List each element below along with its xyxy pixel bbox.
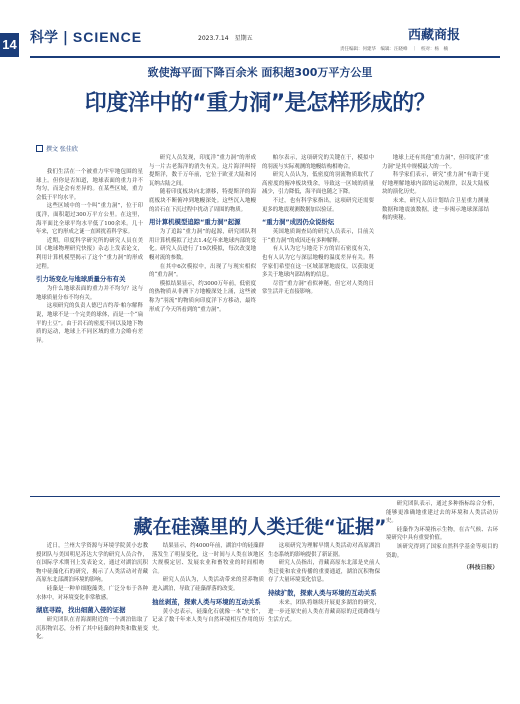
section-subhead: 引力场变化与地球质量分布有关 bbox=[36, 275, 126, 284]
paragraph: 模拟结果显示，约3000万年前，低密度的热物质从非洲下方地幔深处上涌，这些被称为“羽流”的物质向印度洋下方移动，最终形成了今天所看到的“重力洞”。 bbox=[149, 280, 256, 313]
paragraph: 研究人员发现，印度洋“重力洞”的形成与一片古老海洋的消失有关。这片海洋叫特提斯洋，数千万年前，它位于欧亚大陆和冈瓦纳古陆之间。 bbox=[149, 155, 256, 187]
date: 2023.7.14 bbox=[198, 35, 229, 42]
paragraph: 这些区域中的一个叫“重力洞”，位于印度洋，面积超过300万平方公里。在这里，海平面比全球平均水平低了100余米。几十年来，它的形成之谜一直困扰着科学家。 bbox=[36, 203, 143, 236]
paragraph: 英国地质调查局的研究人员表示，目前关于“重力洞”的成因还有多种解释。 bbox=[262, 229, 374, 244]
weekday: 星期五 bbox=[234, 35, 253, 42]
article2-column-2 bbox=[152, 542, 264, 633]
paragraph: 研究团队在青海湖附近的一个湖泊钻取了沉积物岩芯，分析了其中硅藻的种类和数量变化。 bbox=[36, 617, 148, 641]
section-subhead: 抽丝剥茧，探索人类与环境的互动关系 bbox=[152, 597, 261, 606]
paragraph: 研究人员认为，低密度的羽流物质取代了高密度的俯冲板块残余，导致这一区域的质量减少，引力降低，海平面也随之下降。 bbox=[262, 172, 374, 196]
page-number: 14 bbox=[0, 33, 19, 57]
paragraph: 未来，团队将继续开展更多湖泊的研究，进一步还原史前人类在青藏高原的迁徙路线与生活方式。 bbox=[268, 599, 380, 624]
section-sep: | bbox=[62, 30, 68, 46]
paragraph: 我们生活在一个被重力牢牢地包围的星球上。但你是否知道，地球表面的重力并不均匀，而是会有差异的。在某些区域，重力会低于平均水平。 bbox=[36, 169, 143, 201]
paragraph: 地球上还有其他“重力洞”，但印度洋“重力洞”是其中规模最大的一个。 bbox=[382, 155, 489, 170]
paragraph: 结果显示，约4000年前，湖泊中的硅藻群落发生了明显变化，这一时间与人类在该地区大规模定居、发展农业和畜牧业的时间相吻合。 bbox=[152, 543, 264, 575]
section-cn: 科学 bbox=[30, 30, 58, 46]
byline-text: 撰文 张佳欣 bbox=[46, 146, 78, 153]
paragraph: 研究人员指出，青藏高原东北部是史前人类迁徙和农业传播的重要通道，湖泊沉积物保存了大量环境变化信息。 bbox=[268, 560, 380, 584]
article1-column-3 bbox=[262, 154, 374, 297]
article-divider bbox=[30, 496, 500, 497]
paragraph: 不过，也有科学家指出，这项研究还需要更多的地震观测数据加以验证。 bbox=[262, 197, 374, 213]
paragraph: 为了追踪“重力洞”的起源，研究团队利用计算机模拟了过去1.4亿年来地球内部的变化。研究人员进行了19次模拟，每次改变地幔对流的参数。 bbox=[149, 229, 256, 261]
paragraph: 这项研究的负责人德巴吉约蒂·帕尔解释说，地球不是一个完美的球体，而是一个“扁平的土豆”。由于岩石的密度不同以及地下物质的运动，地球上不同区域的重力会略有差异。 bbox=[36, 303, 143, 344]
paragraph: 有人认为它与地壳下方的岩石密度有关，也有人认为它与深层地幔的温度差异有关。科学家们希望在这一区域部署地震仪，以获取更多关于地球内部结构的信息。 bbox=[262, 246, 374, 279]
paragraph: 近期，印度科学研究所的研究人员在美国《地球物理研究快报》杂志上发表论文，利用计算机模型揭示了这个“重力洞”的形成过程。 bbox=[36, 237, 143, 270]
paragraph: 该研究得到了国家自然科学基金等项目的资助。 bbox=[386, 543, 498, 559]
article1-column-4 bbox=[382, 154, 489, 223]
pen-icon bbox=[36, 145, 43, 152]
page-header bbox=[0, 0, 520, 58]
paragraph: 科学家们表示，研究“重力洞”有助于更好地理解地球内部的运动规律，以及大陆板块的演化历史。 bbox=[382, 172, 489, 196]
section-subhead: “重力洞”成因仍众说纷纭 bbox=[262, 218, 335, 227]
article2-headline: 藏在硅藻里的人类迁徙“证据” bbox=[133, 516, 387, 538]
paragraph: 为什么地球表面的重力并不均匀？这与地球质量分布不均有关。 bbox=[36, 286, 143, 301]
article-source: （科技日报） bbox=[463, 565, 498, 572]
article1-column-1 bbox=[36, 168, 143, 345]
editor-credits: 责任编辑：何建华 编辑：汪晓峰 ｜ 校对：杨 楠 bbox=[340, 47, 448, 52]
paragraph: 尽管“重力洞”看似神秘，但它对人类的日常生活并无直接影响。 bbox=[262, 280, 374, 296]
article2-column-3 bbox=[268, 542, 380, 625]
paragraph: 这项研究为理解早期人类活动对高原湖泊生态系统的影响提供了新证据。 bbox=[268, 543, 380, 558]
paragraph: 硅藻作为环境指示生物，在古气候、古环境研究中具有重要价值。 bbox=[386, 526, 498, 542]
article1-column-2 bbox=[149, 154, 256, 314]
paragraph: 帕尔表示，这项研究的关键在于，模拟中的羽流与实际观测的地幔结构相吻合。 bbox=[262, 155, 374, 170]
section-subhead: 用计算机模型追踪“重力洞”起源 bbox=[149, 218, 241, 227]
paragraph: 硅藻是一种单细胞藻类，广泛分布于各种水体中，对环境变化非常敏感。 bbox=[36, 585, 148, 601]
header-rule bbox=[30, 56, 500, 58]
section-subhead: 湖底寻踪，找出细菌入侵的证据 bbox=[36, 606, 126, 615]
article1-headline: 印度洋中的“重力洞”是怎样形成的？ bbox=[84, 91, 436, 116]
paragraph: 随着印度板块向北漂移，特提斯洋的海底板块不断俯冲到地幔深处。这些沉入地幔的岩石在下沉过程中扰动了周围的物质。 bbox=[149, 189, 256, 213]
paragraph: 黄小忠表示，硅藻化石就像一本“史书”，记录了数千年来人类与自然环境相互作用的历史。 bbox=[152, 608, 264, 632]
article1-subtitle: 致使海平面下降百余米 面积超300万平方公里 bbox=[147, 66, 373, 79]
paragraph: 研究人员认为，人类活动带来的营养物质进入湖泊，导致了硅藻群落的改变。 bbox=[152, 577, 264, 592]
paragraph: 近日，兰州大学资源与环境学院黄小忠教授团队与美国明尼苏达大学的研究人员合作，在国际学术期刊上发表论文，通过对湖泊沉积物中硅藻化石的研究，揭示了人类活动对青藏高原东北部湖泊环境的影响。 bbox=[36, 543, 148, 584]
paragraph: 研究团队表示，通过多种指标综合分析，能够更准确地重建过去的环境和人类活动历史。 bbox=[386, 501, 498, 525]
section-label bbox=[30, 27, 142, 47]
issue-date bbox=[198, 33, 253, 42]
article1-byline bbox=[36, 144, 78, 153]
paragraph: 在其中6次模拟中，出现了与现实相似的“重力洞”。 bbox=[149, 263, 256, 279]
newspaper-logo: 西藏商报 bbox=[408, 28, 461, 43]
section-subhead: 持续扩散，探索人类与环境的互动关系 bbox=[268, 588, 377, 597]
paragraph: 未来，研究人员计划结合卫星重力测量数据和地震波数据，进一步揭示地球深部结构的奥秘。 bbox=[382, 197, 489, 222]
section-en: SCIENCE bbox=[72, 29, 143, 45]
article2-column-1 bbox=[36, 542, 148, 642]
